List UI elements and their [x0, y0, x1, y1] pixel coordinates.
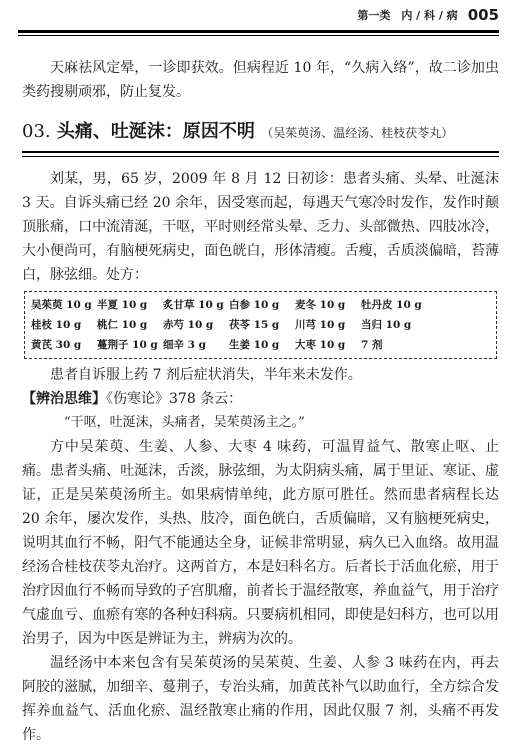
herb-item: 黄芪 30 g — [31, 339, 82, 351]
herb-item: 赤芍 10 g — [163, 319, 214, 331]
herb-item: 7 剂 — [361, 339, 383, 351]
chapter-label: 第一类 内 / 科 / 病 — [357, 9, 458, 22]
herb-item: 生姜 10 g — [229, 339, 280, 351]
paragraph-intro: 天麻祛风定晕，一诊即获效。但病程近 10 年，“久病入络”，故二诊加虫类药搜剔顽邪，防止复发。 — [22, 60, 499, 100]
section-number: 03. — [22, 121, 51, 142]
herb-item: 桃仁 10 g — [97, 319, 148, 331]
page-header — [357, 0, 499, 30]
header-rule-thin — [18, 35, 499, 36]
herb-item: 白参 10 g — [229, 299, 280, 311]
prescription-box — [24, 291, 497, 359]
herb-item: 川芎 10 g — [295, 319, 346, 331]
analysis-line — [22, 387, 499, 411]
classic-quote: “干呕，吐涎沫，头痛者，吴茱萸汤主之。” — [64, 415, 305, 430]
herb-item: 细辛 3 g — [163, 339, 206, 351]
herb-item: 大枣 10 g — [295, 339, 346, 351]
herb-item: 当归 10 g — [361, 319, 412, 331]
herb-item: 半夏 10 g — [97, 299, 148, 311]
paragraph-case: 刘某，男，65 岁，2009 年 8 月 12 日初诊：患者头痛、头晕、吐涎沫 3 天。自诉头痛已经 20 余年，因受寒而起，每遇天气寒冷时发作，发作时颠顶胀痛，口中流清涎，干呕，平时则经常头晕、乏力、头部微热、四肢冰冷，大小便尚可，有脑梗死病史，面色㿠白，形体清瘦。舌瘦，舌质淡偏暗，苔薄白，脉弦细。处方： — [22, 171, 499, 283]
herb-item: 牡丹皮 10 g — [361, 299, 422, 311]
prescription-row — [31, 295, 490, 315]
section-subtitle: （吴茱萸汤、温经汤、桂枝茯苓丸） — [261, 126, 454, 140]
prescription-row — [31, 315, 490, 335]
section-heading — [22, 118, 499, 153]
herb-item: 茯苓 15 g — [229, 319, 280, 331]
page-body — [22, 56, 499, 747]
section-title: 头痛、吐涎沫：原因不明 — [56, 121, 255, 142]
page-number: 005 — [467, 6, 499, 24]
herb-item: 吴茱萸 10 g — [31, 299, 92, 311]
herb-item: 炙甘草 10 g — [163, 299, 224, 311]
analysis-source: 《伤寒论》378 条云： — [106, 391, 243, 407]
herb-item: 桂枝 10 g — [31, 319, 82, 331]
prescription-row — [31, 335, 490, 355]
herb-item: 麦冬 10 g — [295, 299, 346, 311]
paragraph-conclusion: 温经汤中本来包含有吴茱萸汤的吴茱萸、生姜、人参 3 味药在内，再去阿胶的滋腻，加细辛、蔓荆子，专治头痛，加黄芪补气以助血行，全方综合发挥养血益气、活血化瘀、温经散寒止痛的作用，因此仅服 7 剂，头痛不再发作。 — [22, 655, 499, 743]
herb-item: 蔓荆子 10 g — [97, 339, 158, 351]
paragraph-analysis: 方中吴茱萸、生姜、人参、大枣 4 味药，可温胃益气、散寒止呕、止痛。患者头痛、吐涎沫，舌淡，脉弦细，为太阴病头痛，属于里证、寒证、虚证，正是吴茱萸汤所主。如果病情单纯，此方原可胜任。然而患者病程长达 20 余年，屡次发作，头热、肢冷，面色㿠白，舌质偏暗，又有脑梗死病史，说明其血行不畅，阳气不能通达全身，证候非常明显，病久已入血络。故用温经汤合桂枝茯苓丸治疗。这两首方，本是妇科名方。后者长于活血化瘀，用于治疗因血行不畅而导致的子宫肌瘤，前者长于温经散寒，养血益气，用于治疗气虚血亏、血瘀有寒的各种妇科病。只要病机相同，即使是妇科方，也可以用治男子，因为中医是辨证为主，辨病为次的。 — [22, 439, 499, 647]
analysis-heading: 【辨治思维】 — [22, 391, 106, 407]
paragraph-outcome: 患者自诉服上药 7 剂后症状消失，半年来未发作。 — [50, 367, 362, 383]
header-rule — [18, 30, 499, 33]
